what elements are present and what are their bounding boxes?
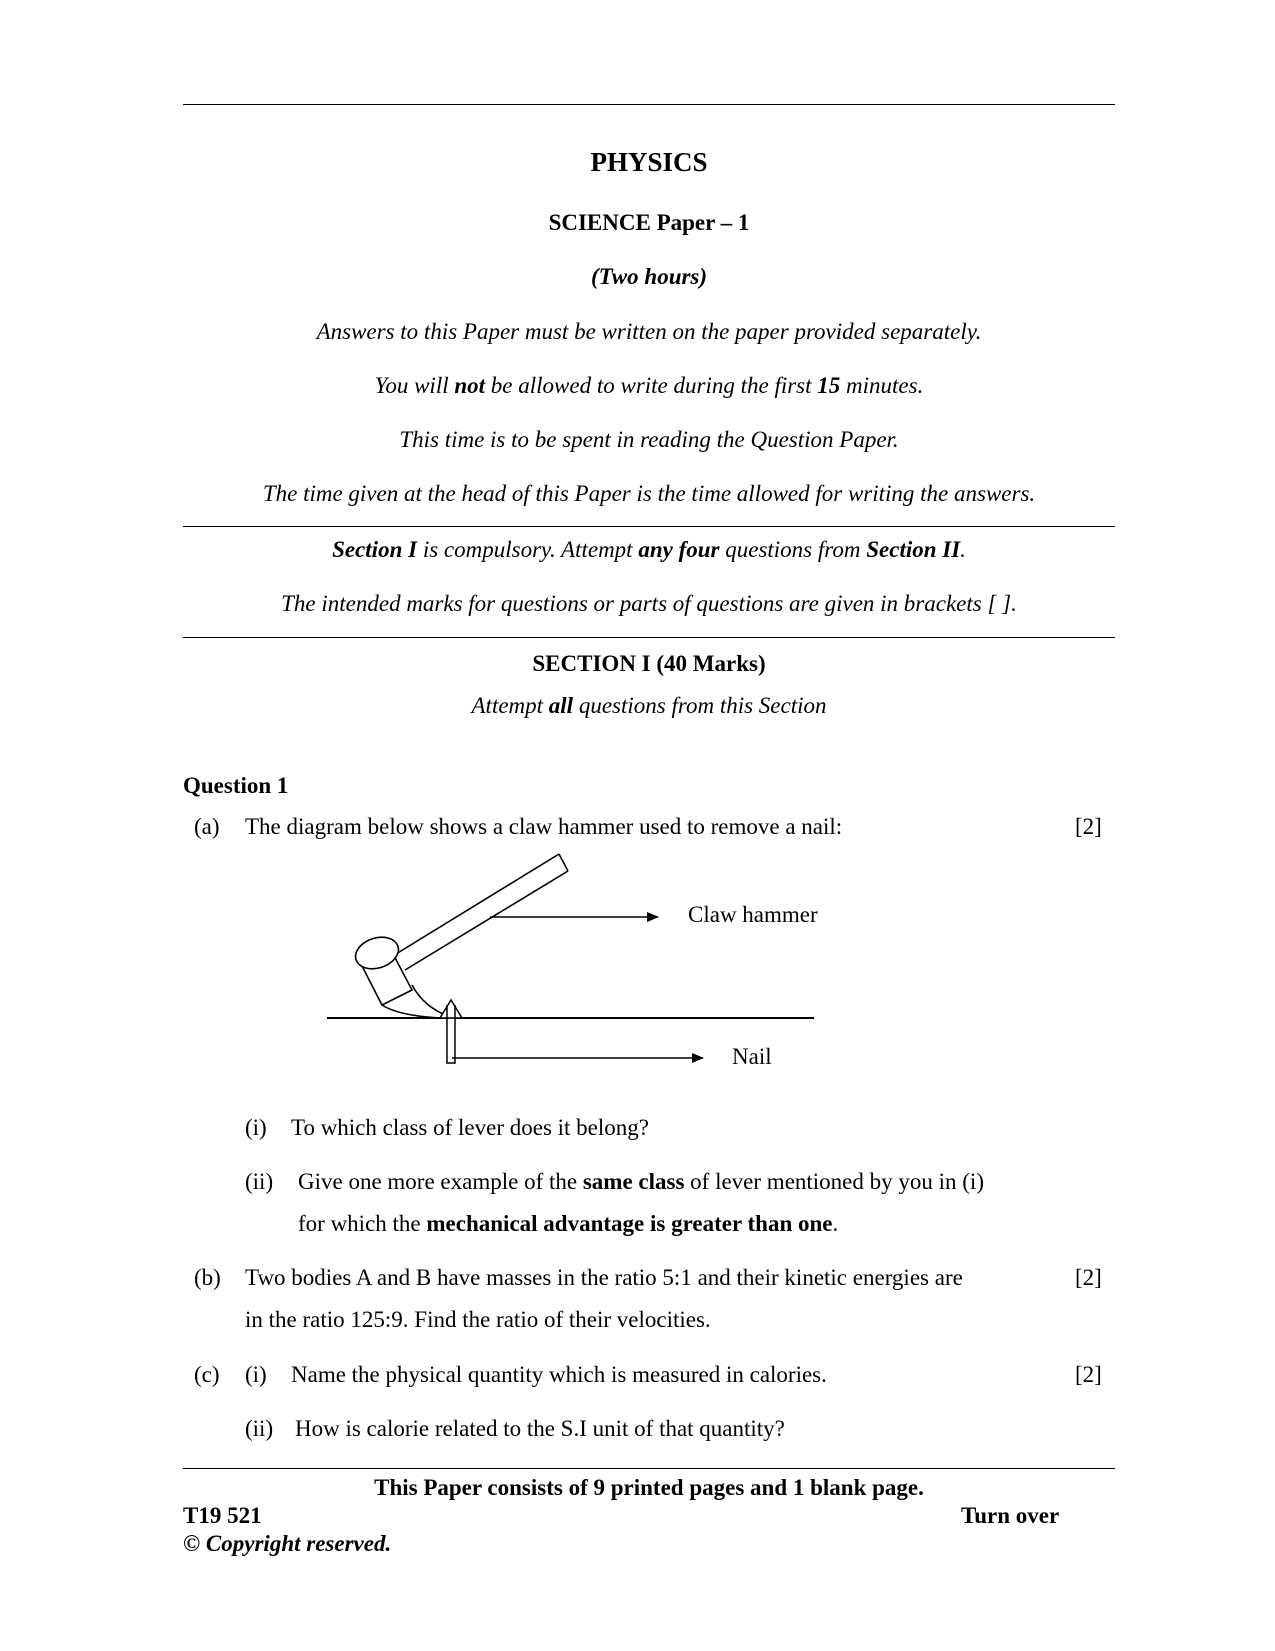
part-c-ii-text: How is calorie related to the S.I unit of that quantity? [295, 1416, 785, 1441]
part-c-i-text: Name the physical quantity which is measured in calories. [291, 1362, 827, 1387]
text-span: . [960, 537, 966, 562]
emphasis-mechanical-advantage: mechanical advantage is greater than one [426, 1211, 833, 1236]
text-span: minutes. [840, 373, 924, 398]
footer-rule [183, 1468, 1115, 1469]
text-span: questions from [719, 537, 867, 562]
emphasis-section-1: Section I [332, 537, 418, 562]
emphasis-not: not [454, 373, 486, 398]
instruction-line-1: Answers to this Paper must be written on the paper provided separately. [316, 319, 982, 344]
part-c-label: (c) [194, 1362, 220, 1387]
text-span: . [832, 1211, 839, 1236]
part-a-label: (a) [194, 814, 220, 839]
part-c-marks: [2] [1075, 1362, 1102, 1387]
text-span: You will [374, 373, 455, 398]
text-span: Attempt [471, 693, 549, 718]
text-span: for which the [298, 1211, 427, 1236]
hammer-handle [396, 854, 568, 970]
part-a-marks: [2] [1075, 814, 1102, 839]
nail-shape [440, 1000, 462, 1063]
emphasis-minutes: 15 [817, 373, 841, 398]
instruction-line-3: This time is to be spent in reading the Question Paper. [399, 427, 899, 452]
rules-line-2: The intended marks for questions or parts of questions are given in brackets [ ]. [281, 591, 1017, 616]
text-span: is compulsory. Attempt [417, 537, 639, 562]
emphasis-any-four: any four [638, 537, 720, 562]
part-c-ii-label: (ii) [245, 1416, 274, 1441]
emphasis-all: all [548, 693, 574, 718]
part-b-line-1: Two bodies A and B have masses in the ratio 5:1 and their kinetic energies are [245, 1265, 963, 1290]
part-a-ii-line-1 [298, 1169, 984, 1195]
text-span: be allowed to write during the first [485, 373, 818, 398]
hammer-head [351, 932, 448, 1018]
text-span: Give one more example of the [298, 1169, 583, 1194]
part-b-line-2: in the ratio 125:9. Find the ratio of their velocities. [245, 1307, 711, 1332]
part-b-marks: [2] [1075, 1265, 1102, 1290]
text-span: of lever mentioned by you in (i) [684, 1169, 984, 1194]
turn-over-text: Turn over [961, 1503, 1060, 1528]
emphasis-section-2: Section II [866, 537, 961, 562]
section-heading: SECTION I (40 Marks) [532, 651, 766, 676]
diagram-label-nail: Nail [732, 1044, 772, 1069]
part-a-ii-label: (ii) [245, 1169, 274, 1194]
part-a-i-text: To which class of lever does it belong? [291, 1115, 649, 1140]
copyright-text: © Copyright reserved. [183, 1531, 392, 1556]
part-b-label: (b) [194, 1265, 221, 1290]
paper-duration: (Two hours) [590, 264, 708, 289]
text-span: questions from this Section [573, 693, 827, 718]
question-title: Question 1 [183, 773, 289, 798]
paper-subtitle: SCIENCE Paper – 1 [548, 210, 750, 235]
emphasis-same-class: same class [582, 1169, 685, 1194]
paper-code: T19 521 [183, 1503, 262, 1528]
part-c-i-label: (i) [245, 1362, 267, 1387]
diagram-label-hammer: Claw hammer [688, 902, 818, 927]
page-title: PHYSICS [590, 147, 708, 177]
part-a-ii-line-2 [298, 1211, 838, 1237]
part-a-text: The diagram below shows a claw hammer used to remove a nail: [245, 814, 843, 839]
instruction-line-4: The time given at the head of this Paper is the time allowed for writing the answers. [262, 481, 1036, 506]
footer-note: This Paper consists of 9 printed pages and 1 blank page. [374, 1475, 924, 1500]
part-a-i-label: (i) [245, 1115, 267, 1140]
